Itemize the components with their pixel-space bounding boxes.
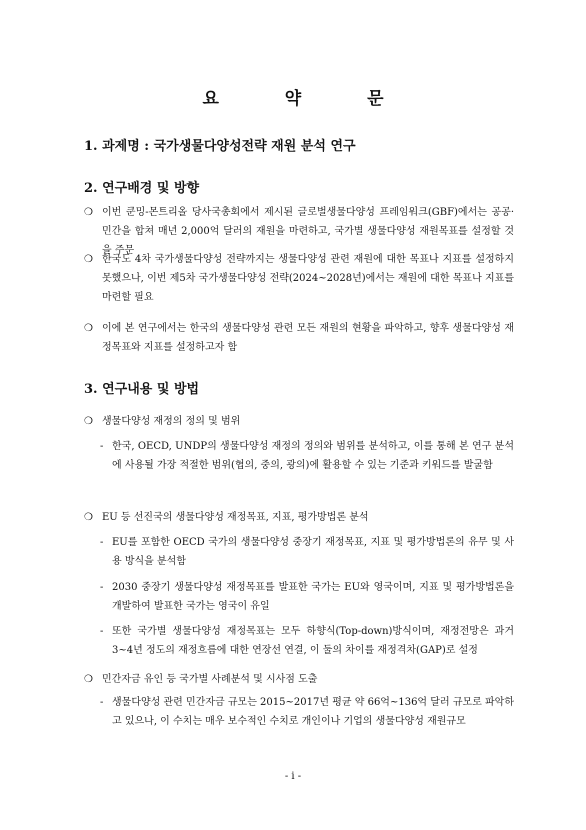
bullet-text: 이에 본 연구에서는 한국의 생물다양성 관련 모든 재원의 현황을 파악하고, 향후 생물다양성 재정목표와 지표를 설정하고자 함 [102, 323, 514, 353]
circle-bullet-icon: ❍ [84, 323, 93, 334]
bullet-text: 민간자금 유인 등 국가별 사례분석 및 시사점 도출 [102, 674, 318, 685]
sub-item [100, 578, 514, 616]
circle-bullet-icon: ❍ [84, 512, 93, 523]
dash-bullet-icon: - [100, 582, 104, 593]
sub-text: 한국, OECD, UNDP의 생물다양성 재정의 정의와 범위를 분석하고, 이를 통해 본 연구 분석에 사용될 가장 적절한 범위(협의, 중의, 광의)에 활용할 수 있는 기준과 키워드를 발굴함 [112, 441, 514, 471]
dash-bullet-icon: - [100, 441, 104, 452]
circle-bullet-icon: ❍ [84, 674, 93, 685]
sub-item [100, 622, 514, 660]
bullet-text: EU 등 선진국의 생물다양성 재정목표, 지표, 평가방법론 분석 [102, 512, 369, 523]
section-heading-2: 2. 연구배경 및 방향 [84, 181, 200, 196]
dash-bullet-icon: - [100, 537, 104, 548]
section-heading-1: 1. 과제명 : 국가생물다양성전략 재원 분석 연구 [84, 139, 356, 154]
circle-bullet-icon: ❍ [84, 416, 93, 427]
sub-item [100, 437, 514, 475]
circle-bullet-icon: ❍ [84, 207, 93, 218]
sub-text: 생물다양성 관련 민간자금 규모는 2015~2017년 평균 약 66억~136억 달러 규모로 파악하고 있으나, 이 수치는 매우 보수적인 수치로 개인이나 기업의 생물다양성 재원규모 [112, 697, 514, 727]
sub-text: EU를 포함한 OECD 국가의 생물다양성 중장기 재정목표, 지표 및 평가방법론의 유무 및 사용 방식을 분석함 [112, 537, 514, 567]
bullet-text: 한국도 4차 국가생물다양성 전략까지는 생물다양성 관련 재원에 대한 목표나 지표를 설정하지 못했으나, 이번 제5차 국가생물다양성 전략(2024~2028년)에서는 재원에 대한 목표나 지표를 마련할 필요 [102, 254, 514, 303]
bullet-item [84, 250, 514, 307]
bullet-item [84, 319, 514, 357]
bullet-text: 생물다양성 재정의 정의 및 범위 [102, 416, 241, 427]
page-title: 요 약 문 [202, 89, 414, 109]
circle-bullet-icon: ❍ [84, 254, 93, 265]
dash-bullet-icon: - [100, 626, 104, 637]
sub-text: 또한 국가별 생물다양성 재정목표는 모두 하향식(Top-down)방식이며, 재정전망은 과거 3~4년 정도의 재정흐름에 대한 연장선 연결, 이 둘의 차이를 재정격차(GAP)로 설정 [112, 626, 514, 656]
bullet-text: 이번 쿤밍-몬트리올 당사국총회에서 제시된 글로벌생물다양성 프레임워크(GBF)에서는 공공·민간을 합쳐 매년 2,000억 달러의 재원을 마련하고, 국가별 생물다양성 재원목표를 설정할 것을 주문 [102, 207, 514, 256]
page-number: - i - [284, 771, 302, 782]
sub-item [100, 693, 514, 731]
section-heading-3: 3. 연구내용 및 방법 [84, 382, 200, 397]
dash-bullet-icon: - [100, 697, 104, 708]
bullet-item [84, 412, 514, 431]
sub-item [100, 533, 514, 571]
bullet-item [84, 670, 514, 689]
sub-text: 2030 중장기 생물다양성 재정목표를 발표한 국가는 EU와 영국이며, 지표 및 평가방법론을 개발하여 발표한 국가는 영국이 유일 [112, 582, 514, 612]
bullet-item [84, 508, 514, 527]
